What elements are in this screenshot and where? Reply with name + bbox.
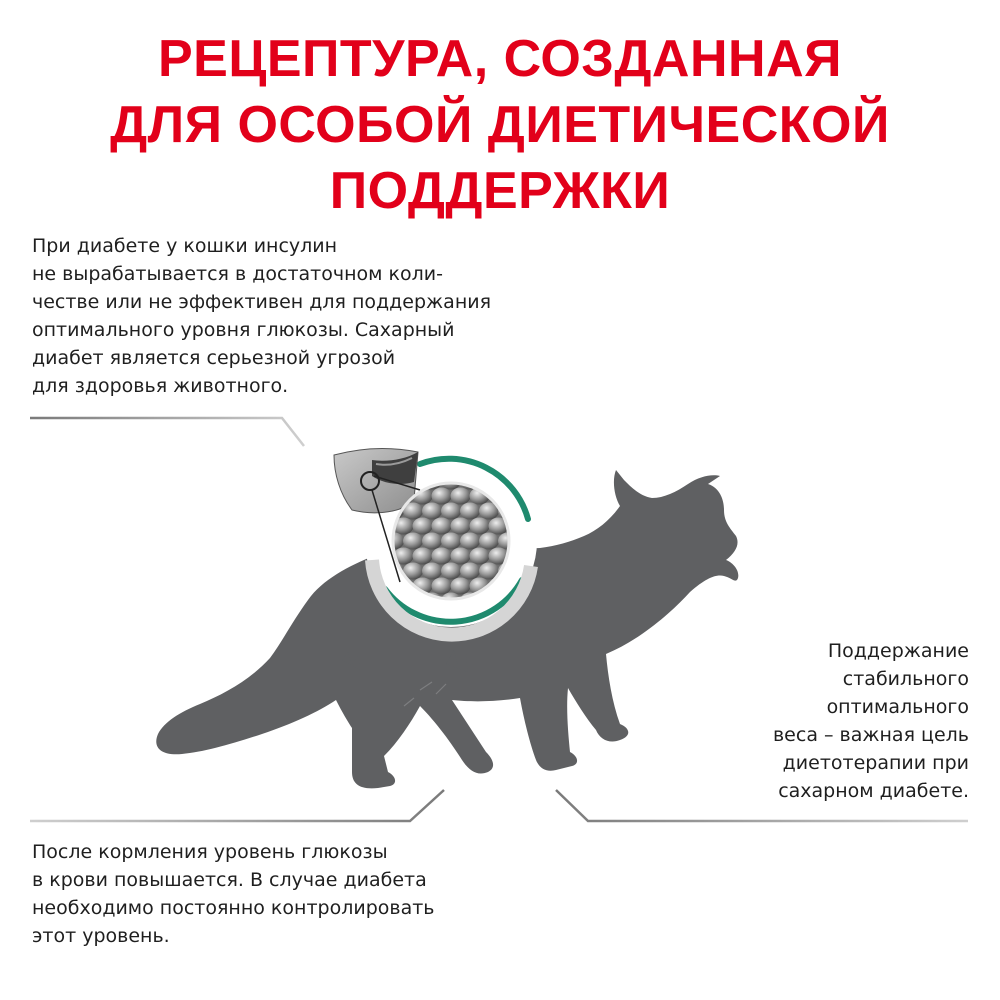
insulin-line-1: При диабете у кошки инсулин <box>32 235 338 257</box>
headline-line-2: ДЛЯ ОСОБОЙ ДИЕТИЧЕСКОЙ <box>110 96 890 154</box>
kibble-pellet <box>451 578 471 595</box>
weight-line-3: оптимального <box>826 696 969 718</box>
weight-line-1: Поддержание <box>827 640 969 662</box>
kibble-pellet <box>441 563 461 580</box>
kibble-pellet <box>470 518 490 535</box>
kibble-pellet <box>432 488 452 505</box>
weight-leader-line <box>556 790 968 821</box>
kibble-pellet <box>527 488 547 505</box>
kibble-pellet <box>432 518 452 535</box>
kibble-pellet <box>346 533 366 550</box>
insulin-line-2: не вырабатывается в достаточном коли- <box>32 263 443 285</box>
insulin-line-3: честве или не эффективен для поддержания <box>32 291 492 313</box>
headline-line-1: РЕЦЕПТУРА, СОЗДАННАЯ <box>158 30 842 88</box>
kibble-pellet <box>536 503 556 520</box>
weight-line-6: сахарном диабете. <box>778 780 969 802</box>
kibble-pellet <box>479 533 499 550</box>
kibble-pellet <box>422 563 442 580</box>
glucose-leader-line <box>30 790 444 821</box>
kibble-pellet <box>451 488 471 505</box>
kibble-pellet <box>460 503 480 520</box>
kibble-pellet <box>441 533 461 550</box>
kibble-pellet <box>432 578 452 595</box>
glucose-line-1: После кормления уровень глюкозы <box>32 841 388 863</box>
glucose-line-4: этот уровень. <box>32 925 170 947</box>
kibble-pellet <box>470 548 490 565</box>
glucose-line-3: необходимо постоянно контролировать <box>32 897 435 919</box>
kibble-pellet <box>451 518 471 535</box>
glucose-line-2: в крови повышается. В случае диабета <box>32 869 427 891</box>
weight-line-5: диетотерапии при <box>782 752 969 774</box>
headline-line-3: ПОДДЕРЖКИ <box>329 162 671 220</box>
kibble-pellet <box>441 503 461 520</box>
insulin-line-6: для здоровья животного. <box>32 375 289 397</box>
kibble-pellet <box>403 533 423 550</box>
insulin-line-5: диабет является серьезной угрозой <box>32 347 396 369</box>
insulin-line-4: оптимального уровня глюкозы. Сахарный <box>32 319 455 341</box>
kibble-pellet <box>422 533 442 550</box>
kibble-pellet <box>546 488 566 505</box>
kibble-pellet <box>546 518 566 535</box>
kibble-pellet <box>517 473 537 490</box>
kibble-pellet <box>460 533 480 550</box>
kibble-pellet <box>432 548 452 565</box>
kibble-pellet <box>536 473 556 490</box>
weight-line-4: веса – важная цель <box>772 724 969 746</box>
kibble-pellet <box>460 563 480 580</box>
kibble-pellet <box>413 548 433 565</box>
kibble-pellet <box>413 518 433 535</box>
kibble-pellet <box>451 548 471 565</box>
insulin-leader-line <box>30 418 304 446</box>
weight-line-2: стабильного <box>842 668 969 690</box>
kibble-pellet <box>422 503 442 520</box>
